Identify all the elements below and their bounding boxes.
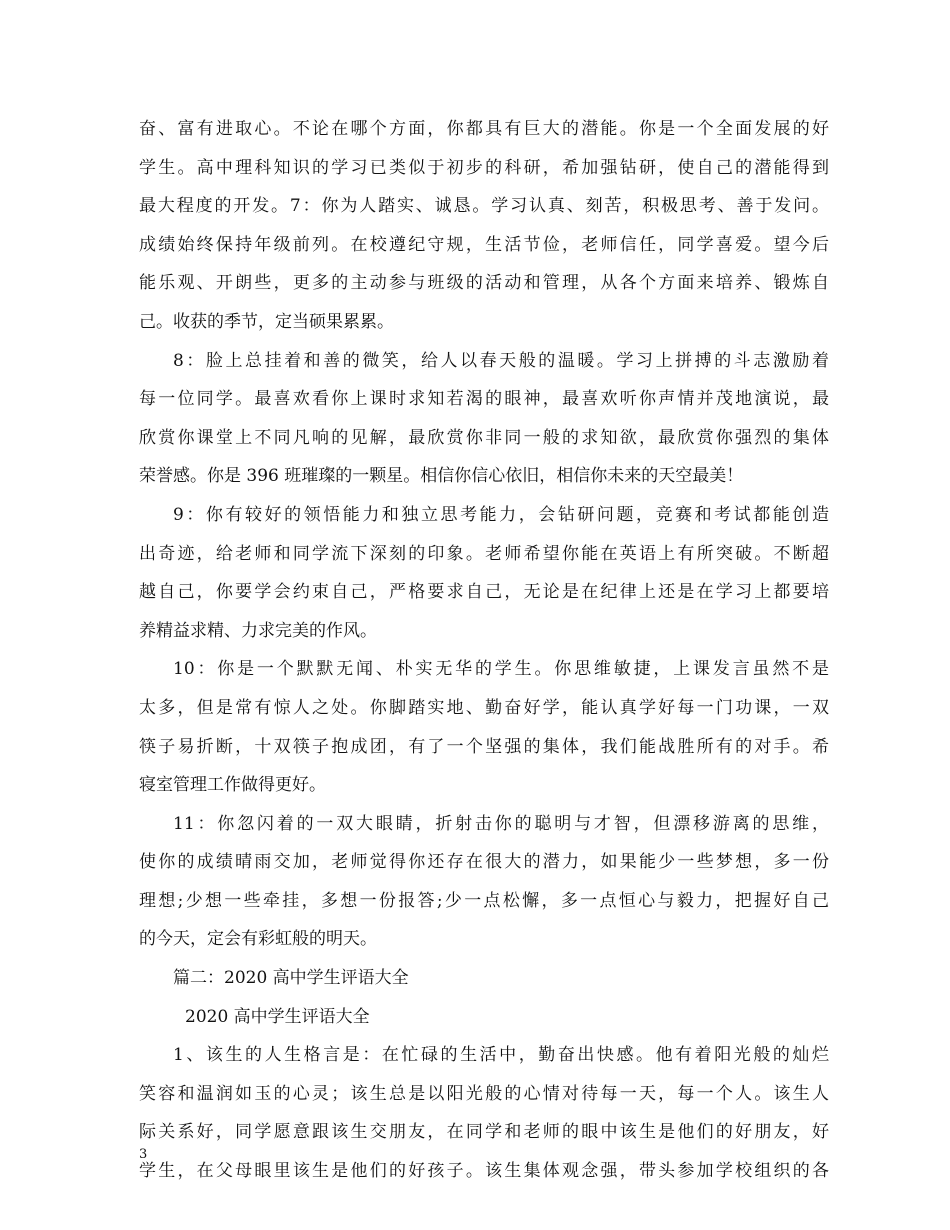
text-line: 成绩始终保持年级前列。在校遵纪守规，生活节俭，老师信任，同学喜爱。望今后	[139, 234, 829, 255]
text-line: 越自己，你要学会约束自己，严格要求自己，无论是在纪律上还是在学习上都要培	[139, 582, 829, 603]
text-line: 己。收获的季节，定当硕果累累。	[139, 311, 394, 332]
text-line: 理想;少想一些牵挂，多想一份报答;少一点松懈，多一点恒心与毅力，把握好自己	[139, 890, 829, 911]
text-line: 太多，但是常有惊人之处。你脚踏实地、勤奋好学，能认真学好每一门功课，一双	[139, 697, 829, 718]
text-line: 养精益求精、力求完美的作风。	[139, 620, 377, 641]
text-line: 使你的成绩晴雨交加，老师觉得你还存在很大的潜力，如果能少一些梦想，多一份	[139, 852, 829, 873]
text-line: 出奇迹，给老师和同学流下深刻的印象。老师希望你能在英语上有所突破。不断超	[139, 543, 829, 564]
text-line: 奋、富有进取心。不论在哪个方面，你都具有巨大的潜能。你是一个全面发展的好	[139, 119, 829, 139]
text-line: 10：你是一个默默无闻、朴实无华的学生。你思维敏捷，上课发言虽然不是	[173, 659, 829, 680]
document-body	[139, 110, 829, 1191]
page-number: 3	[139, 1147, 148, 1162]
text-line: 篇二：2020 高中学生评语大全	[173, 968, 409, 989]
text-line: 筷子易折断，十双筷子抱成团，有了一个坚强的集体，我们能战胜所有的对手。希	[139, 736, 829, 757]
text-line: 最大程度的开发。7：你为人踏实、诚恳。学习认真、刻苦，积极思考、善于发问。	[139, 196, 829, 217]
text-line: 每一位同学。最喜欢看你上课时求知若渴的眼神，最喜欢听你声情并茂地演说，最	[139, 389, 829, 410]
text-line: 的今天，定会有彩虹般的明天。	[139, 929, 377, 950]
text-line: 学生。高中理科知识的学习已类似于初步的科研，希加强钻研，使自己的潜能得到	[139, 157, 829, 178]
text-line: 1、该生的人生格言是：在忙碌的生活中，勤奋出快感。他有着阳光般的灿烂	[173, 1045, 829, 1066]
text-line: 9：你有较好的领悟能力和独立思考能力，会钻研问题，竞赛和考试都能创造	[173, 504, 829, 525]
text-line: 寝室管理工作做得更好。	[139, 775, 326, 796]
text-line: 笑容和温润如玉的心灵；该生总是以阳光般的心情对待每一天，每一个人。该生人	[139, 1083, 829, 1104]
text-line: 能乐观、开朗些，更多的主动参与班级的活动和管理，从各个方面来培养、锻炼自	[139, 273, 829, 294]
text-line: 学生，在父母眼里该生是他们的好孩子。该生集体观念强，带头参加学校组织的各	[139, 1161, 829, 1182]
text-line: 11：你忽闪着的一双大眼睛，折射击你的聪明与才智，但漂移游离的思维，	[173, 813, 829, 834]
text-line: 际关系好，同学愿意跟该生交朋友，在同学和老师的眼中该生是他们的好朋友，好	[139, 1122, 829, 1143]
text-line: 欣赏你课堂上不同凡响的见解，最欣赏你非同一般的求知欲，最欣赏你强烈的集体	[139, 427, 829, 448]
text-line: 荣誉感。你是 396 班璀璨的一颗星。相信你信心依旧，相信你未来的天空最美！	[139, 466, 744, 487]
text-line: 2020 高中学生评语大全	[185, 1006, 370, 1027]
text-line: 8：脸上总挂着和善的微笑，给人以春天般的温暖。学习上拼搏的斗志激励着	[173, 350, 829, 371]
